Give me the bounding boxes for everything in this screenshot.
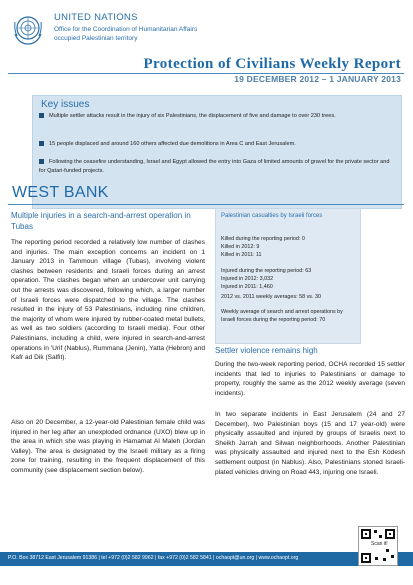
- key-issue-text: Multiple settler attacks result in the injury of six Palestinians, the displacement of five and damage to over 230 trees.: [49, 113, 336, 119]
- section-rule: [8, 204, 404, 205]
- qr-label: Scan it!: [371, 541, 388, 547]
- bullet-icon: [39, 113, 44, 118]
- article-paragraph: During the two-week reporting period, OCHA recorded 15 settler incidents that led to injuries to Palestinians or damage to property, roughly the same as the 2012 weekly average (seven incidents).: [215, 361, 405, 397]
- casualty-stat: Weekly average of search and arrest operations by: [221, 309, 343, 315]
- casualty-stat: Killed in 2011: 11: [221, 252, 262, 258]
- bullet-icon: [39, 141, 44, 146]
- section-title: WEST BANK: [12, 184, 109, 201]
- org-subtitle-line1: Office for the Coordination of Humanitarian Affairs: [54, 26, 198, 33]
- article-paragraph: Also on 20 December, a 12-year-old Palestinian female child was injured in her leg after an unexploded ordnance (UXO) blew up in the area in which she was playing in Hamamat Al Maleh (Jordan Valley). The area is designated by the Israeli military as a firing zone for training, resulting in the frequent displacement of this community (see displacement section below).: [11, 419, 205, 474]
- article-paragraph: In two separate incidents in East Jerusalem (24 and 27 December), two Palestinian boys (15 and 17 year-old) were physically assaulted and injured by groups of Israelis next to Sheikh Jarrah and Silwan neighborhoods. Another Palestinian was physically assaulted and injured next to the Esh Kodesh settlement outpost (in Nablus). Also, Palestinians stoned Israeli-plated vehicles driving on Road 443, injuring one Israeli.: [215, 411, 405, 476]
- org-name: UNITED NATIONS: [54, 12, 138, 23]
- casualty-stat: Killed in 2012: 9: [221, 244, 260, 250]
- casualty-stat: Killed during the reporting period: 0: [221, 236, 305, 242]
- article-heading: Settler violence remains high: [215, 346, 318, 355]
- casualty-stat: Injured during the reporting period: 63: [221, 268, 312, 274]
- footer-contact: P.O. Box 38712 East Jerusalem 91386 | tel +972 (0)2 582 9962 | fax +972 (0)2 582 5841 | ochaopt@un.org | www.ochaopt.org: [8, 555, 299, 561]
- casualty-stat: 2012 vs. 2011 weekly averages: 58 vs. 30: [221, 294, 321, 300]
- org-subtitle: [54, 26, 197, 43]
- casualty-stat: Israeli forces during the reporting period: 70: [221, 317, 326, 323]
- key-issue-item: [39, 140, 394, 149]
- key-issue-text: 15 people displaced and around 160 others affected due demolitions in Area C and East Jerusalem.: [49, 141, 296, 147]
- org-subtitle-line2: occupied Palestinian territory: [54, 34, 138, 42]
- report-title: Protection of Civilians Weekly Report: [143, 56, 401, 72]
- un-emblem-icon: [11, 12, 45, 46]
- article-heading: Multiple injuries in a search-and-arrest operation in Tubas: [11, 211, 191, 231]
- report-date: 19 DECEMBER 2012 – 1 JANUARY 2013: [234, 74, 401, 84]
- key-issue-text: Following the ceasefire understanding, Israel and Egypt allowed the entry into Gaza of limited amounts of gravel for the private sector and for Qatari-funded projects.: [39, 159, 390, 174]
- article-paragraph: The reporting period recorded a relatively low number of clashes and injuries. The main exception concerns an incident on 1 January 2013 in Tammoun village (Tubas), involving violent clashes between residents and Israeli forces during an arrest operation. The clashes began when an undercover unit carrying out the arrests was discovered, following which, a larger number of Israeli forces were dispatched to the village. The clashes resulted in the injury of 53 Palestinians, including nine children, the majority of whom were injured by rubber-coated metal bullets, as well as two soldiers (according to Israeli media). Four other Palestinians, including a child, were injured in search-and-arrest operations in 'Urif (Nablus), Rummana (Jenin), Yatta (Hebron) and Kafr ad Dik (Salfit).: [11, 239, 205, 362]
- casualties-title: Palestinian casualties by Israeli forces: [221, 213, 323, 219]
- bullet-icon: [39, 159, 44, 164]
- key-issue-item: [39, 112, 394, 121]
- casualty-stat: Injured in 2012: 3,032: [221, 276, 274, 282]
- key-issue-item: [39, 158, 394, 176]
- key-issues-title: Key issues: [41, 99, 90, 110]
- casualty-stat: Injured in 2011: 1,460: [221, 284, 273, 290]
